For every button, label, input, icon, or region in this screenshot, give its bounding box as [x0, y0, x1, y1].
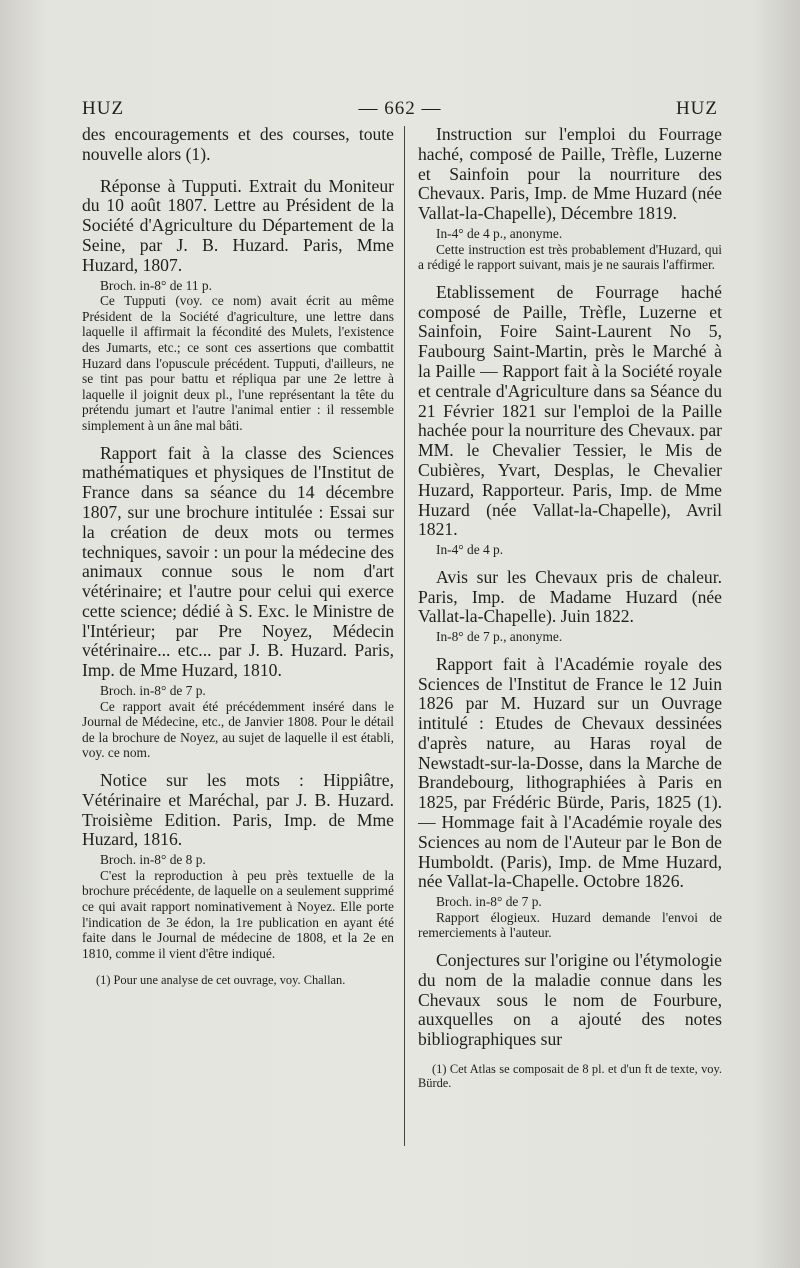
column-divider: [404, 126, 405, 1146]
entry-note: Ce Tupputi (voy. ce nom) avait écrit au même Président de la Société d'agriculture, une lettre dans laquelle il affirmait la fécondité des Mulets, l'existence des Jumarts, etc.; ce sont ces assertions que combattit Huzard dans l'opuscule précédent. Tupputi, d'ailleurs, ne se tint pas pour battu et répliqua par une 2e lettre à laquelle il joignit deux pl., l'une représentant la tête du prétendu jumart et l'autre l'animal entier : il ressemble simplement à un âne mal bâti.: [82, 293, 394, 433]
bibliographic-entry: Rapport fait à l'Académie royale des Sciences de l'Institut de France le 12 Juin 1826 par M. Huzard sur un Ouvrage intitulé : Etudes de Chevaux dessinées d'après nature, au Haras royal de Newstadt-sur-la-Dosse, dans la Marche de Brandebourg, lithographiées à Paris en 1825, par Frédéric Bürde, Paris, 1825 (1). — Hommage fait à l'Académie royale des Sciences au nom de l'Auteur par le Bon de Humboldt. (Paris), Imp. de Mme Huzard, née Vallat-la-Chapelle. Octobre 1826.: [418, 653, 722, 892]
bibliographic-entry: Notice sur les mots : Hippiâtre, Vétérinaire et Maréchal, par J. B. Huzard. Troisième Edition. Paris, Imp. de Mme Huzard, 1816.: [82, 770, 394, 850]
header-left-word: HUZ: [82, 98, 125, 119]
bibliographic-entry: Rapport fait à la classe des Sciences mathématiques et physiques de l'Institut de France dans sa séance du 14 décembre 1807, sur une brochure intitulée : Essai sur la création de deux mots ou termes techniques, savoir : un pour la médecine des animaux connue sous le nom d'art vétérinaire; et l'autre pour celui qui exerce cette science; dédié à S. Exc. le Ministre de l'Intérieur; par Pre Noyez, Médecin vétérinaire... etc... par J. B. Huzard. Paris, Imp. de Mme Huzard, 1810.: [82, 442, 394, 681]
bibliographic-entry: des encouragements et des courses, toute nouvelle alors (1).: [82, 124, 394, 164]
entry-note: In-4° de 4 p., anonyme.: [436, 225, 563, 241]
left-column: [82, 125, 394, 987]
footnote: (1) Pour une analyse de cet ouvrage, voy. Challan.: [96, 973, 346, 988]
entry-note: Broch. in-8° de 7 p.: [100, 683, 206, 699]
footnote: (1) Cet Atlas se composait de 8 pl. et d'un ft de texte, voy. Bürde.: [418, 1062, 722, 1091]
entry-note: In-4° de 4 p.: [436, 542, 504, 558]
bibliographic-entry: Réponse à Tupputi. Extrait du Moniteur du 10 août 1807. Lettre au Président de la Société d'Agriculture du Département de la Seine, par J. B. Huzard. Paris, Mme Huzard, 1807.: [82, 175, 394, 275]
entry-note: Cette instruction est très probablement d'Huzard, qui a rédigé le rapport suivant, mais je ne saurais l'affirmer.: [418, 241, 722, 273]
bibliographic-entry: Etablissement de Fourrage haché composé de Paille, Trèfle, Luzerne et Sainfoin, Foire Saint-Laurent No 5, Faubourg Saint-Martin, près le Marché à la Paille — Rapport fait à la Société royale et centrale d'Agriculture dans sa Séance du 21 Février 1821 sur l'emploi de la Paille hachée pour la nourriture des Chevaux. par MM. le Chevalier Tessier, le Mis de Cubières, Yvart, Desplas, le Chevalier Huzard, Rapporteur. Paris, Imp. de Mme Huzard (née Vallat-la-Chapelle), Avril 1821.: [418, 281, 722, 540]
bibliographic-entry: Avis sur les Chevaux pris de chaleur. Paris, Imp. de Madame Huzard (née Vallat-la-Chapelle). Juin 1822.: [418, 566, 722, 627]
header-right-word: HUZ: [675, 98, 718, 119]
entry-note: Rapport élogieux. Huzard demande l'envoi de remerciements à l'auteur.: [418, 909, 722, 941]
entry-note: C'est la reproduction à peu près textuelle de la brochure précédente, de laquelle on a seulement supprimé ce qui avait rapport nominativement à Noyez. Elle porte l'indication de 3e édon, la 1re publication en ayant été faite dans le Journal de médecine de 1808, et la 2e en 1810, comme il vient d'être indiqué.: [82, 867, 394, 961]
entry-note: In-8° de 7 p., anonyme.: [436, 629, 563, 645]
entry-note: Broch. in-8° de 7 p.: [436, 894, 542, 910]
right-column: [418, 125, 722, 1090]
page-number: — 662 —: [358, 98, 442, 119]
bibliographic-entry: Instruction sur l'emploi du Fourrage haché, composé de Paille, Trèfle, Luzerne et Sainfoin pour la nourriture des Chevaux. Paris, Imp. de Mme Huzard (née Vallat-la-Chapelle), Décembre 1819.: [418, 124, 722, 224]
bibliographic-entry: Conjectures sur l'origine ou l'étymologie du nom de la maladie connue dans les Chevaux sous le nom de Fourbure, auxquelles on a ajouté des notes bibliographiques sur: [418, 950, 722, 1050]
entry-note: Broch. in-8° de 8 p.: [100, 852, 206, 868]
entry-note: Ce rapport avait été précédemment inséré dans le Journal de Médecine, etc., de Janvier 1808. Pour le détail de la brochure de Noyez, au sujet de laquelle il est établi, voy. ce nom.: [82, 698, 394, 761]
entry-note: Broch. in-8° de 11 p.: [100, 277, 212, 293]
